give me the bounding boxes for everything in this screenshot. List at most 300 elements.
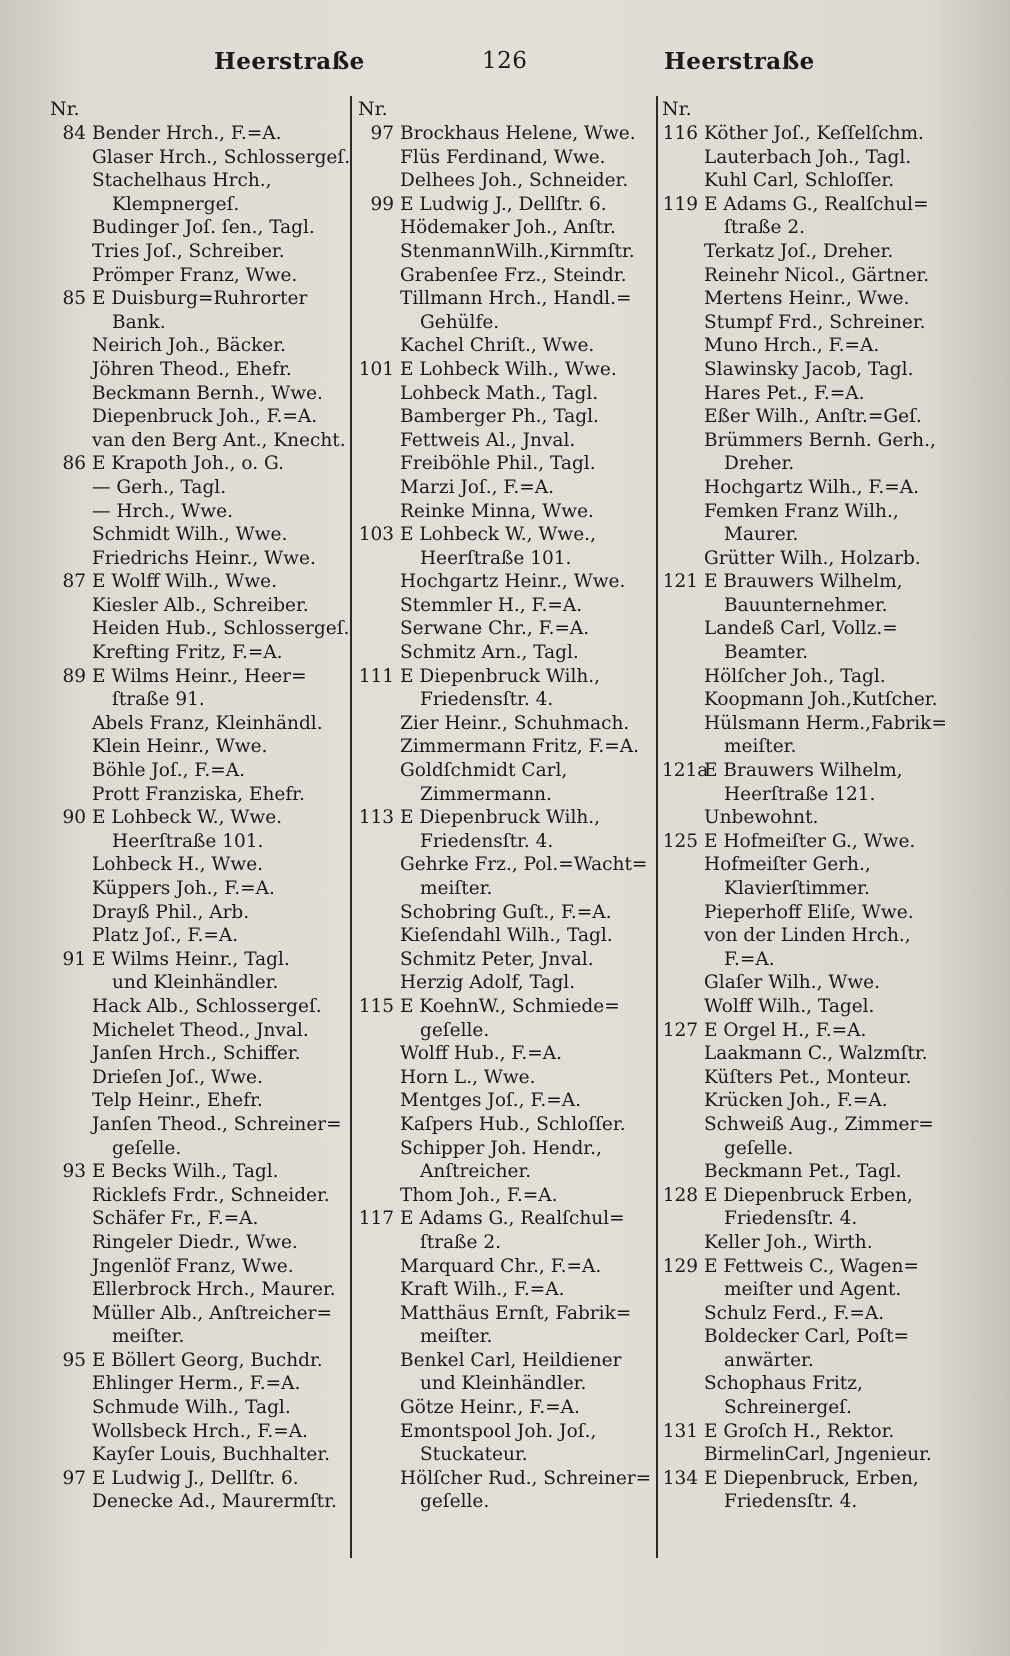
directory-entry <box>50 1490 350 1514</box>
directory-entry <box>358 641 660 665</box>
directory-entry <box>50 358 350 382</box>
directory-entry <box>50 1349 350 1373</box>
resident-text: BirmelinCarl, Jngenieur. <box>704 1444 932 1466</box>
directory-entry <box>358 1349 660 1373</box>
directory-entry <box>358 948 660 972</box>
resident-text: Beamter. <box>724 642 809 664</box>
directory-entry <box>358 594 660 618</box>
resident-text: Schobring Guſt., F.=A. <box>400 901 612 923</box>
house-number: 103 <box>358 524 394 546</box>
directory-entry <box>358 429 660 453</box>
resident-text: anwärter. <box>724 1349 814 1371</box>
directory-entry <box>662 452 962 476</box>
directory-entry <box>358 617 660 641</box>
resident-text: und Kleinhändler. <box>420 1373 587 1395</box>
resident-text: und Kleinhändler. <box>112 972 279 994</box>
directory-entry <box>358 853 660 877</box>
directory-entry <box>50 1089 350 1113</box>
house-number: 113 <box>358 807 394 829</box>
resident-text: Budinger Joſ. ſen., Tagl. <box>92 217 315 239</box>
column-divider <box>350 96 352 1558</box>
house-number: 121 <box>662 571 698 593</box>
resident-text: Kieſendahl Wilh., Tagl. <box>400 925 613 947</box>
resident-text: ſtraße 2. <box>724 217 805 239</box>
resident-text: Telp Heinr., Ehefr. <box>92 1090 263 1112</box>
directory-entry <box>50 216 350 240</box>
resident-text: Schmitz Arn., Tagl. <box>400 642 579 664</box>
directory-entry <box>358 1325 660 1349</box>
resident-text: Heerſtraße 121. <box>724 783 876 805</box>
directory-entry <box>662 594 962 618</box>
resident-text: Koopmann Joh.,Kutſcher. <box>704 689 938 711</box>
resident-text: Friedensſtr. 4. <box>724 1208 858 1230</box>
column-1 <box>50 96 350 1514</box>
resident-text: E Diepenbruck, Erben, <box>704 1467 919 1489</box>
directory-entry <box>358 1372 660 1396</box>
directory-entry <box>662 712 962 736</box>
directory-entry <box>662 783 962 807</box>
house-number: 134 <box>662 1467 698 1489</box>
resident-text: Heiden Hub., Schlossergeſ. <box>92 618 350 640</box>
directory-entry <box>358 877 660 901</box>
resident-text: Heerſtraße 101. <box>420 547 572 569</box>
directory-entry <box>50 1396 350 1420</box>
resident-text: Schulz Ferd., F.=A. <box>704 1302 885 1324</box>
directory-entry <box>662 523 962 547</box>
directory-entry <box>358 1420 660 1444</box>
resident-text: Stachelhaus Hrch., <box>92 170 272 192</box>
house-number: 121a <box>662 760 709 782</box>
resident-text: meiſter. <box>724 736 797 758</box>
directory-entry <box>662 382 962 406</box>
directory-entry <box>662 500 962 524</box>
resident-text: Goldſchmidt Carl, <box>400 760 568 782</box>
resident-text: Köther Joſ., Keſſelſchm. <box>704 123 924 144</box>
directory-entry <box>50 122 350 146</box>
resident-text: Bauunternehmer. <box>724 594 888 616</box>
directory-entry <box>358 1160 660 1184</box>
directory-entry <box>50 735 350 759</box>
page-number: 126 <box>482 48 528 74</box>
resident-text: Götze Heinr., F.=A. <box>400 1397 580 1419</box>
resident-text: Prömper Franz, Wwe. <box>92 264 298 286</box>
resident-text: Stemmler H., F.=A. <box>400 594 583 616</box>
directory-entry <box>358 1490 660 1514</box>
directory-entry <box>662 665 962 689</box>
directory-entry <box>50 169 350 193</box>
resident-text: Böhle Joſ., F.=A. <box>92 760 246 782</box>
directory-entry <box>662 405 962 429</box>
resident-text: Slawinsky Jacob, Tagl. <box>704 358 914 380</box>
resident-text: Brockhaus Helene, Wwe. <box>400 123 636 144</box>
house-number: 127 <box>662 1019 698 1041</box>
resident-text: Hülsmann Herm.,Fabrik= <box>704 712 947 734</box>
directory-entry <box>358 287 660 311</box>
directory-entry <box>50 1302 350 1326</box>
directory-entry <box>50 830 350 854</box>
resident-text: Diepenbruck Joh., F.=A. <box>92 406 318 428</box>
house-number: 128 <box>662 1184 698 1206</box>
directory-entry <box>662 806 962 830</box>
directory-entry <box>662 146 962 170</box>
resident-text: Beckmann Pet., Tagl. <box>704 1161 902 1183</box>
page-header <box>0 44 1010 80</box>
resident-text: Kuhl Carl, Schloſſer. <box>704 170 895 192</box>
resident-text: Anſtreicher. <box>420 1161 532 1183</box>
directory-entry <box>50 1066 350 1090</box>
resident-text: Tries Joſ., Schreiber. <box>92 240 285 262</box>
resident-text: Wollsbeck Hrch., F.=A. <box>92 1420 308 1442</box>
resident-text: Eßer Wilh., Anſtr.=Geſ. <box>704 406 922 428</box>
resident-text: Schophaus Fritz, <box>704 1373 863 1395</box>
house-number: 117 <box>358 1208 394 1230</box>
resident-text: Friedensſtr. 4. <box>420 689 554 711</box>
house-number: 91 <box>62 948 86 970</box>
directory-entry <box>50 806 350 830</box>
resident-text: Hölſcher Rud., Schreiner= <box>400 1467 652 1489</box>
resident-text: E Fettweis C., Wagen= <box>704 1255 919 1277</box>
resident-text: Drayß Phil., Arb. <box>92 901 250 923</box>
resident-text: Hochgartz Heinr., Wwe. <box>400 571 626 593</box>
resident-text: E Hofmeiſter G., Wwe. <box>704 830 916 852</box>
resident-text: Kaſpers Hub., Schloſſer. <box>400 1113 626 1135</box>
directory-entry <box>50 1278 350 1302</box>
resident-text: E Böllert Georg, Buchdr. <box>92 1349 323 1371</box>
resident-text: Wolff Wilh., Tagel. <box>704 995 875 1017</box>
resident-text: Stuckateur. <box>420 1444 528 1466</box>
house-number: 84 <box>62 123 86 144</box>
resident-text: Mertens Heinr., Wwe. <box>704 288 910 310</box>
directory-entry <box>50 1467 350 1491</box>
resident-text: geſelle. <box>420 1491 490 1513</box>
directory-entry <box>358 1019 660 1043</box>
directory-entry <box>50 948 350 972</box>
directory-entry <box>358 688 660 712</box>
resident-text: geſelle. <box>112 1137 182 1159</box>
directory-entry <box>358 193 660 217</box>
house-number: 116 <box>662 123 698 144</box>
directory-entry <box>50 1160 350 1184</box>
directory-entry <box>358 334 660 358</box>
directory-entry <box>358 1113 660 1137</box>
directory-entry <box>50 429 350 453</box>
resident-text: Benkel Carl, Heildiener <box>400 1349 622 1371</box>
resident-text: meiſter. <box>420 878 493 899</box>
resident-text: E Ludwig J., Dellſtr. 6. <box>92 1467 299 1489</box>
resident-text: von der Linden Hrch., <box>704 925 911 947</box>
directory-entry <box>662 1278 962 1302</box>
resident-text: geſelle. <box>724 1137 794 1159</box>
directory-entry <box>358 547 660 571</box>
directory-entry <box>358 523 660 547</box>
resident-text: — Hrch., Wwe. <box>92 500 233 522</box>
resident-text: Boldecker Carl, Poſt= <box>704 1326 910 1348</box>
resident-text: Unbewohnt. <box>704 807 819 829</box>
directory-entry <box>662 1160 962 1184</box>
directory-entry <box>358 995 660 1019</box>
directory-entry <box>50 500 350 524</box>
resident-text: Marquard Chr., F.=A. <box>400 1255 602 1277</box>
resident-text: Tillmann Hrch., Handl.= <box>400 288 632 310</box>
directory-entry <box>662 264 962 288</box>
directory-entry <box>662 1420 962 1444</box>
directory-entry <box>358 476 660 500</box>
resident-text: Janſen Theod., Schreiner= <box>92 1113 342 1135</box>
resident-text: E Lohbeck W., Wwe. <box>92 807 283 829</box>
resident-text: E Wilms Heinr., Heer= <box>92 665 307 687</box>
directory-entry <box>662 1396 962 1420</box>
resident-text: Denecke Ad., Maurermſtr. <box>92 1491 337 1513</box>
directory-entry <box>50 617 350 641</box>
directory-entry <box>662 287 962 311</box>
resident-text: Gehrke Frz., Pol.=Wacht= <box>400 854 648 876</box>
resident-text: ſtraße 2. <box>420 1231 501 1253</box>
directory-entry <box>50 476 350 500</box>
directory-entry <box>662 853 962 877</box>
resident-text: E Adams G., Realſchul= <box>704 193 929 215</box>
resident-text: E Diepenbruck Wilh., <box>400 665 601 687</box>
house-number: 89 <box>62 665 86 687</box>
directory-entry <box>50 1184 350 1208</box>
directory-entry <box>358 971 660 995</box>
directory-entry <box>662 617 962 641</box>
directory-entry <box>662 193 962 217</box>
house-number: 87 <box>62 571 86 593</box>
directory-entry <box>662 1066 962 1090</box>
resident-text: Lohbeck Math., Tagl. <box>400 382 599 404</box>
directory-entry <box>662 1467 962 1491</box>
resident-text: Hochgartz Wilh., F.=A. <box>704 476 919 498</box>
resident-text: Klein Heinr., Wwe. <box>92 736 268 758</box>
resident-text: Friedensſtr. 4. <box>724 1491 858 1513</box>
resident-text: Abels Franz, Kleinhändl. <box>92 712 323 734</box>
directory-entry <box>358 264 660 288</box>
resident-text: Stumpf Frd., Schreiner. <box>704 311 926 333</box>
header-street-left: Heerstraße <box>214 48 365 75</box>
resident-text: van den Berg Ant., Knecht. <box>92 429 346 451</box>
directory-entry <box>50 1443 350 1467</box>
directory-entry <box>358 240 660 264</box>
directory-entry <box>50 405 350 429</box>
directory-entry <box>50 971 350 995</box>
directory-entry <box>358 1231 660 1255</box>
directory-entry <box>358 216 660 240</box>
resident-text: Kachel Chriſt., Wwe. <box>400 335 595 357</box>
directory-entry <box>662 688 962 712</box>
resident-text: Lohbeck H., Wwe. <box>92 854 264 876</box>
directory-entry <box>358 311 660 335</box>
house-number: 111 <box>358 665 394 687</box>
directory-entry <box>662 429 962 453</box>
resident-text: E Brauwers Wilhelm, <box>704 571 903 593</box>
resident-text: E Diepenbruck Erben, <box>704 1184 913 1206</box>
resident-text: Bender Hrch., F.=A. <box>92 123 282 144</box>
resident-text: Hofmeiſter Gerh., <box>704 854 871 876</box>
directory-entry <box>50 853 350 877</box>
house-number: 93 <box>62 1161 86 1183</box>
directory-entry <box>662 1089 962 1113</box>
resident-text: E Lohbeck W., Wwe., <box>400 524 596 546</box>
resident-text: Matthäus Ernſt, Fabrik= <box>400 1302 632 1324</box>
directory-entry <box>662 1490 962 1514</box>
resident-text: E Diepenbruck Wilh., <box>400 807 601 829</box>
directory-entry <box>50 594 350 618</box>
directory-entry <box>662 877 962 901</box>
directory-entry <box>662 358 962 382</box>
resident-text: Lauterbach Joh., Tagl. <box>704 146 912 168</box>
directory-entry <box>662 995 962 1019</box>
resident-text: Grabenſee Frz., Steindr. <box>400 264 627 286</box>
directory-entry <box>662 1325 962 1349</box>
resident-text: Hack Alb., Schlossergeſ. <box>92 995 322 1017</box>
resident-text: Fettweis Al., Jnval. <box>400 429 576 451</box>
resident-text: — Gerh., Tagl. <box>92 476 227 498</box>
resident-text: Delhees Joh., Schneider. <box>400 170 629 192</box>
resident-text: Küſters Pet., Monteur. <box>704 1066 912 1088</box>
directory-entry <box>662 924 962 948</box>
directory-entry <box>50 1231 350 1255</box>
directory-entry <box>662 735 962 759</box>
resident-text: Emontspool Joh. Joſ., <box>400 1420 597 1442</box>
directory-entry <box>358 1089 660 1113</box>
resident-text: meiſter und Agent. <box>724 1279 902 1301</box>
directory-entry <box>50 334 350 358</box>
directory-entry <box>50 1042 350 1066</box>
directory-entry <box>358 665 660 689</box>
resident-text: Thom Joh., F.=A. <box>400 1184 558 1206</box>
directory-entry <box>358 570 660 594</box>
resident-text: F.=A. <box>724 948 775 970</box>
directory-entry <box>662 1302 962 1326</box>
directory-entry <box>662 1113 962 1137</box>
directory-entry <box>662 1443 962 1467</box>
directory-entry <box>50 382 350 406</box>
resident-text: E Brauwers Wilhelm, <box>704 760 903 782</box>
resident-text: Platz Joſ., F.=A. <box>92 925 239 947</box>
directory-entry <box>662 830 962 854</box>
resident-text: Schäfer Fr., F.=A. <box>92 1208 259 1230</box>
directory-entry <box>662 547 962 571</box>
resident-text: Mentges Joſ., F.=A. <box>400 1090 582 1112</box>
resident-text: StenmannWilh.,Kirnmſtr. <box>400 240 635 262</box>
directory-entry <box>50 688 350 712</box>
resident-text: Ringeler Diedr., Wwe. <box>92 1231 298 1253</box>
nr-label: Nr. <box>358 98 388 120</box>
resident-text: Schipper Joh. Hendr., <box>400 1137 602 1159</box>
directory-entry <box>358 1278 660 1302</box>
resident-text: Landeß Carl, Vollz.= <box>704 618 898 640</box>
directory-entry <box>358 1396 660 1420</box>
directory-entry <box>358 924 660 948</box>
resident-text: Muno Hrch., F.=A. <box>704 335 880 357</box>
directory-entry <box>50 1325 350 1349</box>
resident-text: Küppers Joh., F.=A. <box>92 878 275 899</box>
resident-text: E Groſch H., Rektor. <box>704 1420 895 1442</box>
resident-text: Klavierſtimmer. <box>724 878 870 899</box>
directory-entry <box>662 240 962 264</box>
house-number: 119 <box>662 193 698 215</box>
house-number: 85 <box>62 288 86 310</box>
house-number: 125 <box>662 830 698 852</box>
resident-text: Horn L., Wwe. <box>400 1066 536 1088</box>
header-street-right: Heerstraße <box>664 48 815 75</box>
resident-text: Hödemaker Joh., Anſtr. <box>400 217 616 239</box>
resident-text: Laakmann C., Walzmſtr. <box>704 1043 928 1065</box>
resident-text: E Wilms Heinr., Tagl. <box>92 948 290 970</box>
directory-entry <box>358 735 660 759</box>
directory-entry <box>358 1302 660 1326</box>
resident-text: Schmidt Wilh., Wwe. <box>92 524 288 546</box>
resident-text: Schmude Wilh., Tagl. <box>92 1397 291 1419</box>
house-number: 101 <box>358 358 394 380</box>
resident-text: Zimmermann Fritz, F.=A. <box>400 736 640 758</box>
house-number: 97 <box>62 1467 86 1489</box>
directory-entry <box>358 1443 660 1467</box>
resident-text: Drieſen Joſ., Wwe. <box>92 1066 263 1088</box>
directory-entry <box>358 806 660 830</box>
resident-text: Marzi Joſ., F.=A. <box>400 476 554 498</box>
directory-entry <box>662 971 962 995</box>
resident-text: Neirich Joh., Bäcker. <box>92 335 286 357</box>
directory-entry <box>662 1231 962 1255</box>
directory-entry <box>358 783 660 807</box>
directory-entry <box>358 500 660 524</box>
directory-entry <box>50 1207 350 1231</box>
resident-text: E Krapoth Joh., o. G. <box>92 453 284 475</box>
directory-entry <box>50 311 350 335</box>
nr-label: Nr. <box>662 98 692 120</box>
directory-entry <box>662 1019 962 1043</box>
directory-entry <box>662 169 962 193</box>
resident-text: geſelle. <box>420 1019 490 1041</box>
directory-entry <box>50 877 350 901</box>
directory-entry <box>50 452 350 476</box>
directory-entry <box>50 712 350 736</box>
directory-entry <box>358 1207 660 1231</box>
resident-text: Wolff Hub., F.=A. <box>400 1043 562 1065</box>
directory-entry <box>50 146 350 170</box>
house-number: 95 <box>62 1349 86 1371</box>
resident-text: Müller Alb., Anſtreicher= <box>92 1302 332 1324</box>
directory-entry <box>358 382 660 406</box>
house-number: 99 <box>370 193 394 215</box>
directory-entry <box>358 1255 660 1279</box>
resident-text: Kayſer Louis, Buchhalter. <box>92 1444 331 1466</box>
directory-entry <box>662 311 962 335</box>
directory-entry <box>358 146 660 170</box>
directory-entry <box>358 1137 660 1161</box>
directory-entry <box>358 405 660 429</box>
house-number: 131 <box>662 1420 698 1442</box>
directory-entry <box>358 1184 660 1208</box>
resident-text: Bamberger Ph., Tagl. <box>400 406 599 428</box>
resident-text: Pieperhoff Eliſe, Wwe. <box>704 901 914 923</box>
house-number: 97 <box>370 123 394 144</box>
directory-entry <box>50 264 350 288</box>
resident-text: Krücken Joh., F.=A. <box>704 1090 888 1112</box>
resident-text: E Lohbeck Wilh., Wwe. <box>400 358 617 380</box>
resident-text: Beckmann Bernh., Wwe. <box>92 382 323 404</box>
directory-entry <box>50 240 350 264</box>
directory-entry <box>662 122 962 146</box>
resident-text: Janſen Hrch., Schiffer. <box>92 1043 301 1065</box>
directory-entry <box>50 641 350 665</box>
resident-text: Prott Franziska, Ehefr. <box>92 783 305 805</box>
resident-text: Ricklefs Frdr., Schneider. <box>92 1184 330 1206</box>
directory-entry <box>50 924 350 948</box>
resident-text: Klempnergeſ. <box>112 193 240 215</box>
directory-entry <box>50 759 350 783</box>
